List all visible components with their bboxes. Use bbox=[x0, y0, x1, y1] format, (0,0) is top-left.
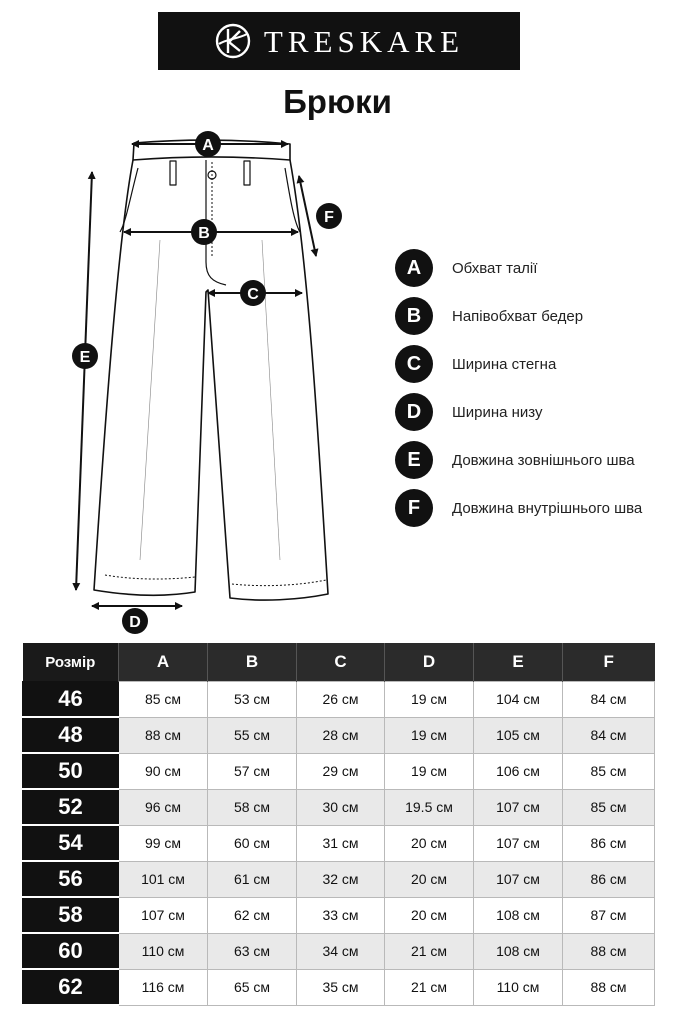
column-header-d: D bbox=[385, 643, 474, 682]
table-cell: 110 см bbox=[119, 933, 208, 969]
table-cell: 53 см bbox=[208, 682, 297, 718]
table-cell: 107 см bbox=[119, 897, 208, 933]
table-cell: 86 см bbox=[563, 861, 655, 897]
size-cell: 62 bbox=[23, 969, 119, 1005]
table-cell: 31 см bbox=[297, 825, 385, 861]
marker-F-label: F bbox=[324, 209, 334, 226]
size-cell: 56 bbox=[23, 861, 119, 897]
legend-badge-b: B bbox=[395, 297, 433, 335]
legend-text-f: Довжина внутрішнього шва bbox=[452, 499, 643, 517]
legend-item-f bbox=[395, 488, 642, 528]
table-cell: 88 см bbox=[563, 933, 655, 969]
size-cell: 60 bbox=[23, 933, 119, 969]
table-row bbox=[23, 753, 655, 789]
marker-D bbox=[122, 608, 148, 634]
table-cell: 88 см bbox=[563, 969, 655, 1005]
table-cell: 90 см bbox=[119, 753, 208, 789]
marker-B-label: B bbox=[198, 225, 210, 242]
table-cell: 19 см bbox=[385, 682, 474, 718]
legend-item-a bbox=[395, 248, 537, 288]
marker-E-label: E bbox=[79, 349, 91, 366]
marker-A bbox=[195, 131, 221, 157]
size-cell: 58 bbox=[23, 897, 119, 933]
size-cell: 46 bbox=[23, 682, 119, 718]
table-cell: 29 см bbox=[297, 753, 385, 789]
table-cell: 20 см bbox=[385, 825, 474, 861]
table-cell: 116 см bbox=[119, 969, 208, 1005]
marker-C bbox=[240, 280, 266, 306]
table-cell: 84 см bbox=[563, 682, 655, 718]
table-cell: 57 см bbox=[208, 753, 297, 789]
table-cell: 108 см bbox=[474, 897, 563, 933]
column-header-c: C bbox=[297, 643, 385, 682]
table-row bbox=[23, 825, 655, 861]
size-cell: 54 bbox=[23, 825, 119, 861]
table-cell: 85 см bbox=[119, 682, 208, 718]
table-cell: 32 см bbox=[297, 861, 385, 897]
size-cell: 50 bbox=[23, 753, 119, 789]
table-cell: 107 см bbox=[474, 825, 563, 861]
table-cell: 110 см bbox=[474, 969, 563, 1005]
table-cell: 33 см bbox=[297, 897, 385, 933]
table-cell: 30 см bbox=[297, 789, 385, 825]
marker-A-label: A bbox=[202, 137, 214, 154]
table-cell: 63 см bbox=[208, 933, 297, 969]
brand-banner bbox=[158, 12, 520, 70]
table-cell: 28 см bbox=[297, 717, 385, 753]
legend-badge-a: A bbox=[395, 249, 433, 287]
table-cell: 55 см bbox=[208, 717, 297, 753]
table-row bbox=[23, 969, 655, 1005]
table-cell: 86 см bbox=[563, 825, 655, 861]
marker-C-label: C bbox=[247, 286, 259, 303]
table-cell: 20 см bbox=[385, 861, 474, 897]
table-row bbox=[23, 789, 655, 825]
size-table bbox=[22, 643, 655, 1006]
brand-name: TRESKARE bbox=[263, 23, 465, 59]
ks-monogram-icon bbox=[214, 22, 252, 60]
legend-item-b bbox=[395, 296, 583, 336]
table-cell: 26 см bbox=[297, 682, 385, 718]
table-row bbox=[23, 897, 655, 933]
table-cell: 65 см bbox=[208, 969, 297, 1005]
table-cell: 85 см bbox=[563, 753, 655, 789]
table-cell: 19 см bbox=[385, 717, 474, 753]
table-cell: 21 см bbox=[385, 969, 474, 1005]
marker-D-label: D bbox=[129, 614, 141, 631]
column-header-f: F bbox=[563, 643, 655, 682]
table-cell: 19 см bbox=[385, 753, 474, 789]
marker-F bbox=[316, 203, 342, 229]
legend-badge-e: E bbox=[395, 441, 433, 479]
table-cell: 87 см bbox=[563, 897, 655, 933]
legend-badge-f: F bbox=[395, 489, 433, 527]
table-cell: 61 см bbox=[208, 861, 297, 897]
size-cell: 48 bbox=[23, 717, 119, 753]
legend-text-c: Ширина стегна bbox=[452, 355, 557, 373]
table-cell: 101 см bbox=[119, 861, 208, 897]
marker-E bbox=[72, 343, 98, 369]
table-cell: 107 см bbox=[474, 861, 563, 897]
table-cell: 35 см bbox=[297, 969, 385, 1005]
legend-item-c bbox=[395, 344, 556, 384]
legend-text-d: Ширина низу bbox=[452, 403, 543, 421]
marker-B bbox=[191, 219, 217, 245]
pants-diagram bbox=[0, 118, 380, 638]
table-cell: 88 см bbox=[119, 717, 208, 753]
page-title: Брюки bbox=[283, 83, 392, 120]
table-cell: 107 см bbox=[474, 789, 563, 825]
column-header-b: B bbox=[208, 643, 297, 682]
table-cell: 62 см bbox=[208, 897, 297, 933]
table-cell: 20 см bbox=[385, 897, 474, 933]
table-row bbox=[23, 717, 655, 753]
table-header-row bbox=[23, 643, 655, 682]
table-cell: 104 см bbox=[474, 682, 563, 718]
column-header-size: Розмір bbox=[23, 643, 119, 682]
table-cell: 105 см bbox=[474, 717, 563, 753]
table-row bbox=[23, 682, 655, 718]
table-cell: 85 см bbox=[563, 789, 655, 825]
column-header-a: A bbox=[119, 643, 208, 682]
table-cell: 106 см bbox=[474, 753, 563, 789]
table-cell: 108 см bbox=[474, 933, 563, 969]
table-cell: 84 см bbox=[563, 717, 655, 753]
legend-text-e: Довжина зовнішнього шва bbox=[452, 451, 635, 469]
legend-item-e bbox=[395, 440, 635, 480]
legend-text-b: Напівобхват бедер bbox=[452, 307, 584, 325]
legend-badge-c: C bbox=[395, 345, 433, 383]
size-cell: 52 bbox=[23, 789, 119, 825]
table-cell: 58 см bbox=[208, 789, 297, 825]
legend-item-d bbox=[395, 392, 543, 432]
table-cell: 21 см bbox=[385, 933, 474, 969]
table-cell: 96 см bbox=[119, 789, 208, 825]
legend-badge-d: D bbox=[395, 393, 433, 431]
legend-text-a: Обхват талії bbox=[452, 259, 538, 277]
table-row bbox=[23, 933, 655, 969]
measure-arrows bbox=[76, 144, 316, 606]
table-row bbox=[23, 861, 655, 897]
table-cell: 19.5 см bbox=[385, 789, 474, 825]
column-header-e: E bbox=[474, 643, 563, 682]
table-cell: 99 см bbox=[119, 825, 208, 861]
pants-outline bbox=[94, 140, 328, 600]
table-cell: 60 см bbox=[208, 825, 297, 861]
table-cell: 34 см bbox=[297, 933, 385, 969]
